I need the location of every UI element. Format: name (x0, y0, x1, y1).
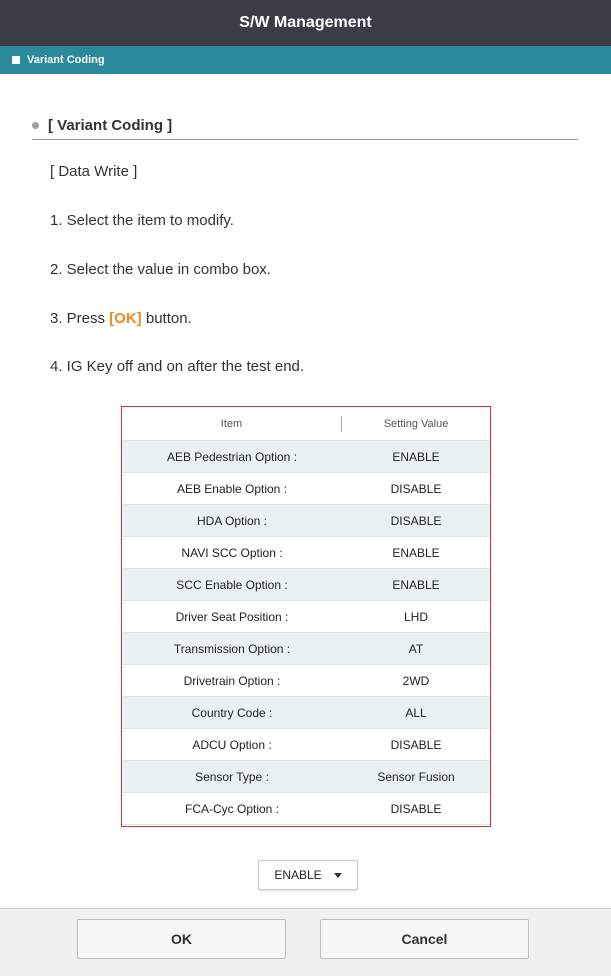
row-item: FCA-Cyc Option : (184, 801, 280, 816)
table-row[interactable] (122, 473, 490, 505)
table-header (122, 407, 490, 441)
table-row[interactable] (122, 441, 490, 473)
instruction-step-3 (50, 310, 192, 327)
row-value: 2WD (402, 673, 430, 688)
row-item: ADCU Option : (192, 737, 272, 752)
row-item: NAVI SCC Option : (181, 545, 283, 560)
row-value: ALL (405, 705, 427, 720)
table-row[interactable] (122, 761, 490, 793)
table-row[interactable] (122, 633, 490, 665)
row-value: DISABLE (390, 737, 442, 752)
instruction-step-2: 2. Select the value in combo box. (50, 261, 271, 278)
chevron-down-icon[interactable] (334, 873, 342, 878)
row-item: AEB Enable Option : (176, 481, 288, 496)
row-item: Drivetrain Option : (183, 673, 281, 688)
table-row[interactable] (122, 697, 490, 729)
row-item: AEB Pedestrian Option : (166, 449, 298, 464)
table-row[interactable] (122, 569, 490, 601)
column-header-item: Item (122, 416, 342, 432)
instruction-step-4: 4. IG Key off and on after the test end. (50, 358, 305, 375)
row-value: LHD (403, 609, 428, 624)
step3-suffix: button. (141, 310, 192, 327)
table-row[interactable] (122, 505, 490, 537)
row-value: ENABLE (392, 449, 440, 464)
section-title: [ Variant Coding ] (48, 117, 173, 134)
column-header-setting-value: Setting Value (383, 417, 449, 430)
row-value: ENABLE (392, 577, 440, 592)
subheader-label: Variant Coding (27, 54, 105, 66)
window-title: S/W Management (0, 0, 611, 46)
row-value: ENABLE (392, 545, 440, 560)
row-item: Country Code : (191, 705, 273, 720)
row-value: DISABLE (390, 513, 442, 528)
ok-button[interactable]: OK (77, 919, 286, 959)
row-item: Transmission Option : (173, 641, 291, 656)
table-body (122, 441, 490, 825)
table-row[interactable] (122, 665, 490, 697)
step3-prefix: 3. Press (50, 310, 110, 327)
table-row[interactable] (122, 793, 490, 825)
table-row[interactable] (122, 729, 490, 761)
section-heading (32, 112, 578, 140)
row-item: Sensor Type : (195, 769, 269, 784)
row-value: AT (408, 641, 424, 656)
table-row[interactable] (122, 537, 490, 569)
data-write-label: [ Data Write ] (50, 163, 138, 180)
subheader-bar (0, 46, 611, 74)
instruction-step-1: 1. Select the item to modify. (50, 212, 234, 229)
table-row[interactable] (122, 601, 490, 633)
combo-selected-value: ENABLE (274, 868, 322, 882)
row-item: HDA Option : (196, 513, 268, 528)
ok-highlight-text: [OK] (109, 310, 142, 327)
row-value: DISABLE (390, 801, 442, 816)
row-value: Sensor Fusion (377, 769, 455, 784)
row-item: SCC Enable Option : (176, 577, 288, 592)
cancel-button[interactable]: Cancel (320, 919, 529, 959)
row-value: DISABLE (390, 481, 442, 496)
bullet-dot-icon (32, 122, 39, 129)
footer-bar (0, 908, 611, 976)
row-item: Driver Seat Position : (175, 609, 289, 624)
square-bullet-icon (12, 56, 20, 64)
setting-value-combo-box[interactable] (258, 860, 358, 890)
variant-coding-table (121, 406, 491, 827)
